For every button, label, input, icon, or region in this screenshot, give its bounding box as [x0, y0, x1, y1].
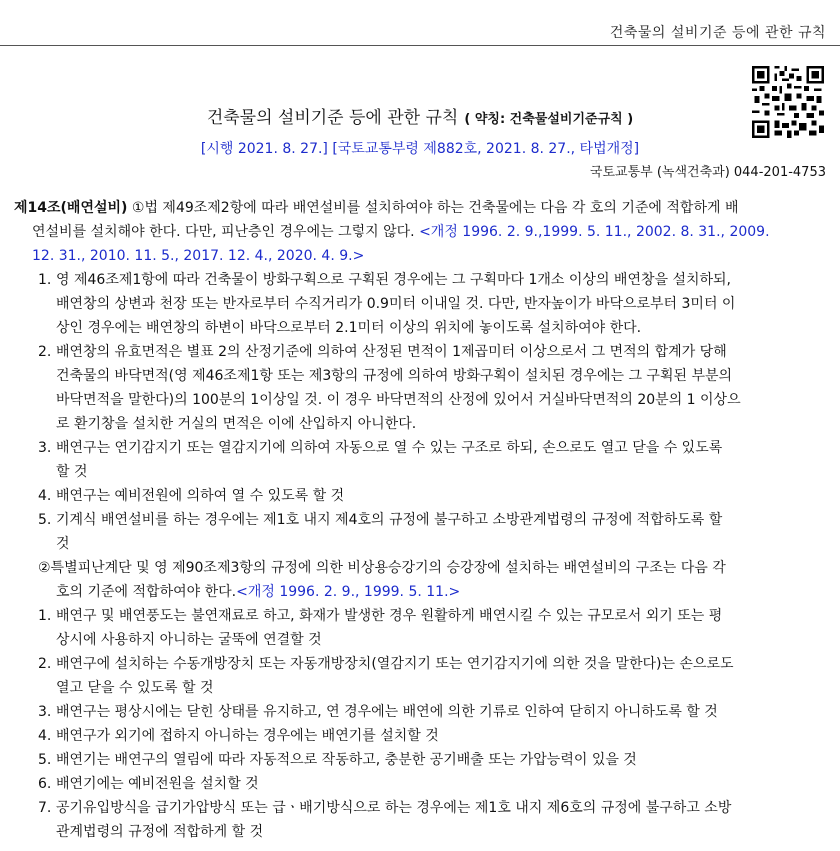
item-number: 7.: [38, 800, 52, 816]
article-line: 제14조(배연설비) ①법 제49조제2항에 따라 배연설비를 설치하여야 하는 건축물에는 다음 각 호의 기준에 적합하게 배: [14, 200, 739, 216]
item-number: 3.: [38, 704, 52, 720]
item-line: 배연구는 평상시에는 닫힌 상태를 유지하고, 연 경우에는 배연에 의한 기류로 인하여 닫히지 아니하도록 할 것: [56, 704, 718, 720]
item-line: 건축물의 바닥면적(영 제46조제1항 또는 제3항의 규정에 의하여 방화구획이 설치된 경우에는 그 구획된 부분의: [56, 368, 733, 384]
item-line: 배연기는 배연구의 열림에 따라 자동적으로 작동하고, 충분한 공기배출 또는 가압능력이 있을 것: [56, 752, 637, 768]
item-line: 바닥면적을 말한다)의 100분의 1이상일 것. 이 경우 바닥면적의 산정에 있어서 거실바닥면적의 20분의 1 이상으: [56, 392, 741, 408]
list-item: [0, 436, 840, 484]
list-item: [0, 268, 840, 340]
header-divider: [0, 45, 840, 46]
amendment-link[interactable]: 12. 31., 2010. 11. 5., 2017. 12. 4., 2020. 4. 9.>: [32, 248, 365, 264]
article-body: [0, 196, 840, 844]
item-line: 영 제46조제1항에 따라 건축물이 방화구획으로 구획된 경우에는 그 구획마다 1개소 이상의 배연창을 설치하되,: [56, 272, 732, 288]
amendment-link[interactable]: <개정 1996. 2. 9., 1999. 5. 11.>: [236, 584, 461, 600]
item-line: 상인 경우에는 배연창의 하변이 바닥으로부터 2.1미터 이상의 위치에 놓이도록 설치하여야 한다.: [56, 320, 642, 336]
enforcement-info[interactable]: [시행 2021. 8. 27.] [국토교통부령 제882호, 2021. 8. 27., 타법개정]: [200, 141, 640, 157]
item-line: 기계식 배연설비를 하는 경우에는 제1호 내지 제4호의 규정에 불구하고 소방관계법령의 규정에 적합하도록 할: [56, 512, 723, 528]
item-line: 로 환기창을 설치한 거실의 면적은 이에 산입하지 아니한다.: [56, 416, 417, 432]
list-item: [0, 772, 840, 796]
list-item: [0, 748, 840, 772]
item-line: 배연구에 설치하는 수동개방장치 또는 자동개방장치(열감지기 또는 연기감지기에 의한 것을 말한다)는 손으로도: [56, 656, 734, 672]
ministry-contact: 국토교통부 (녹색건축과) 044-201-4753: [589, 165, 826, 180]
item-line: 배연구 및 배연풍도는 불연재료로 하고, 화재가 발생한 경우 원활하게 배연시킬 수 있는 규모로서 외기 또는 평: [56, 608, 723, 624]
item-number: 4.: [38, 728, 52, 744]
paragraph-1-items: [0, 268, 840, 556]
law-title: 건축물의 설비기준 등에 관한 규칙: [206, 108, 459, 128]
paragraph-line: ②특별피난계단 및 영 제90조제3항의 규정에 의한 비상용승강기의 승강장에 설치하는 배연설비의 구조는 다음 각: [38, 560, 726, 576]
law-abbreviation: ( 약칭: 건축물설비기준규칙 ): [464, 112, 634, 127]
list-item: [0, 652, 840, 700]
item-line: 배연기에는 예비전원을 설치할 것: [56, 776, 259, 792]
item-number: 5.: [38, 512, 52, 528]
item-line: 관계법령의 규정에 적합하게 할 것: [56, 824, 264, 840]
item-line: 배연창의 유효면적은 별표 2의 산정기준에 의하여 산정된 면적이 1제곱미터 이상으로서 그 면적의 합계가 당해: [56, 344, 727, 360]
item-line: 배연구는 예비전원에 의하여 열 수 있도록 할 것: [56, 488, 345, 504]
list-item: [0, 796, 840, 844]
item-line: 것: [56, 536, 70, 552]
list-item: [0, 508, 840, 556]
running-header-title: 건축물의 설비기준 등에 관한 규칙: [609, 25, 826, 41]
item-line: 배연구가 외기에 접하지 아니하는 경우에는 배연기를 설치할 것: [56, 728, 439, 744]
item-line: 배연구는 연기감지기 또는 열감지기에 의하여 자동으로 열 수 있는 구조로 하되, 손으로도 열고 닫을 수 있도록: [56, 440, 723, 456]
amendment-link[interactable]: <개정 1996. 2. 9.,1999. 5. 11., 2002. 8. 31., 2009.: [419, 224, 770, 240]
paragraph-2-items: [0, 604, 840, 844]
item-number: 1.: [38, 272, 52, 288]
list-item: [0, 700, 840, 724]
article-line: 연설비를 설치해야 한다. 다만, 피난층인 경우에는 그렇지 않다. <개정 1996. 2. 9.,1999. 5. 11., 2002. 8. 31., 2009.: [32, 224, 770, 240]
list-item: [0, 484, 840, 508]
paragraph-2: [0, 556, 840, 604]
article-14: [0, 196, 840, 268]
document-title: [0, 103, 840, 128]
list-item: [0, 604, 840, 652]
item-number: 1.: [38, 608, 52, 624]
item-line: 할 것: [56, 464, 88, 480]
item-number: 3.: [38, 440, 52, 456]
list-item: [0, 340, 840, 436]
list-item: [0, 724, 840, 748]
item-number: 4.: [38, 488, 52, 504]
item-line: 배연창의 상변과 천장 또는 반자로부터 수직거리가 0.9미터 이내일 것. 다만, 반자높이가 바닥으로부터 3미터 이: [56, 296, 736, 312]
item-number: 5.: [38, 752, 52, 768]
item-line: 상시에 사용하지 아니하는 굴뚝에 연결할 것: [56, 632, 322, 648]
paragraph-line: 호의 기준에 적합하여야 한다.<개정 1996. 2. 9., 1999. 5. 11.>: [56, 584, 461, 600]
item-line: 열고 닫을 수 있도록 할 것: [56, 680, 214, 696]
item-line: 공기유입방식을 급기가압방식 또는 급ㆍ배기방식으로 하는 경우에는 제1호 내지 제6호의 규정에 불구하고 소방: [56, 800, 732, 816]
article-title: 제14조(배연설비): [14, 200, 128, 216]
item-number: 6.: [38, 776, 52, 792]
item-number: 2.: [38, 344, 52, 360]
item-number: 2.: [38, 656, 52, 672]
